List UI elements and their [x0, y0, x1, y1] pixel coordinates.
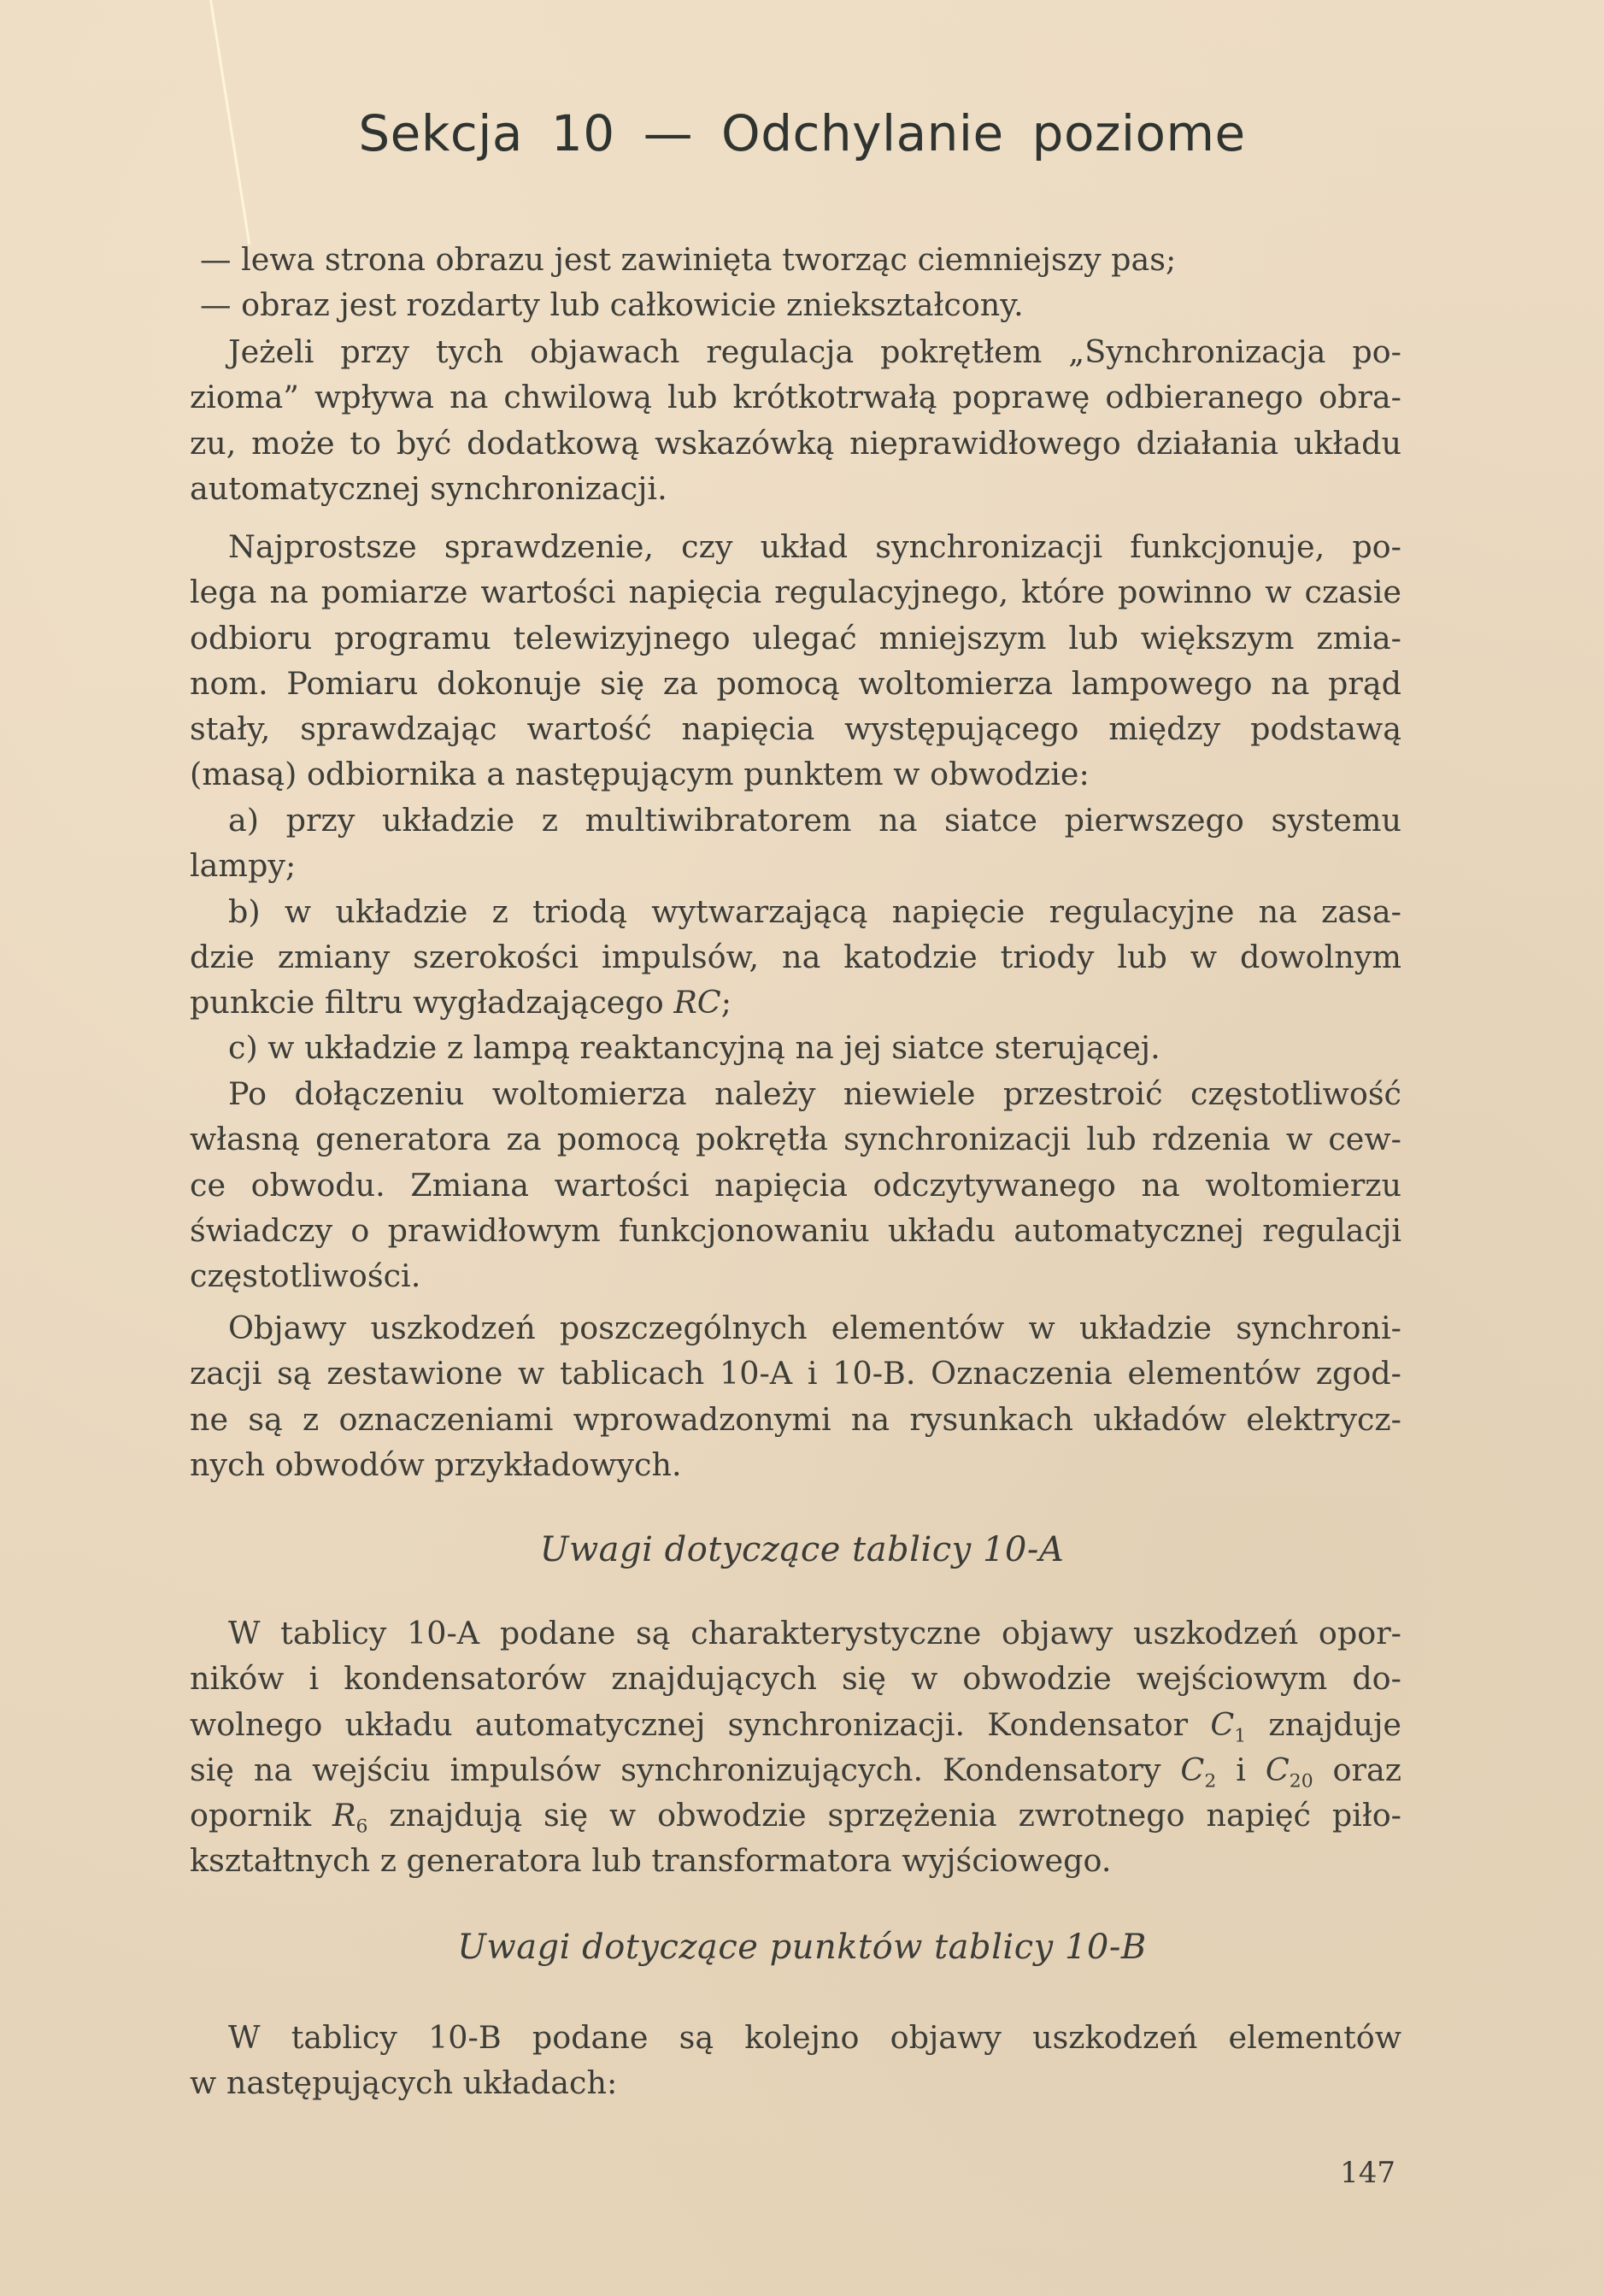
paragraph-line: Najprostsze sprawdzenie, czy układ synchronizacji funkcjonuje, po- — [228, 528, 1401, 565]
paragraph-symptoms — [190, 329, 1401, 511]
symbol-c2: C — [1180, 1751, 1205, 1788]
list-item-b: b) w układzie z triodą wytwarzającą napięcie regulacyjne na zasa- — [228, 892, 1401, 930]
paragraph-line: nych obwodów przykładowych. — [190, 1445, 682, 1483]
text: się na wejściu impulsów synchronizujących. Kondensatory — [190, 1751, 1181, 1788]
text: oraz — [1313, 1751, 1401, 1788]
text: znajdują się w obwodzie sprzężenia zwrotnego napięć piło- — [367, 1797, 1401, 1834]
paragraph-line: (masą) odbiornika a następującym punktem w obwodzie: — [190, 756, 1090, 793]
section-title: Sekcja 10 — Odchylanie poziome — [358, 104, 1246, 162]
paragraph-tables — [190, 1305, 1401, 1487]
paragraph-line: automatycznej synchronizacji. — [190, 469, 667, 507]
subscript: 2 — [1204, 1770, 1217, 1793]
symbol-c20: C — [1265, 1751, 1290, 1788]
subheading-table-10a: Uwagi dotyczące tablicy 10-A — [539, 1530, 1065, 1569]
paragraph-line: odbioru programu telewizyjnego ulegać mniejszym lub większym zmia- — [190, 619, 1401, 656]
paragraph-line: lega na pomiarze wartości napięcia regulacyjnego, które powinno w czasie — [190, 574, 1401, 611]
dash-list — [190, 237, 1401, 328]
text: znajduje — [1246, 1705, 1401, 1743]
list-item-a-cont: lampy; — [190, 847, 297, 885]
paragraph-line — [190, 1702, 1401, 1747]
paragraph-line: częstotliwości. — [190, 1257, 421, 1295]
paragraph-line: nom. Pomiaru dokonuje się za pomocą woltomierza lampowego na prąd — [190, 664, 1401, 702]
paragraph-line: W tablicy 10-A podane są charakterystyczne objawy uszkodzeń opor- — [228, 1615, 1401, 1651]
page-number: 147 — [1340, 2156, 1395, 2190]
text: ; — [720, 984, 732, 1021]
paragraph-line: Jeżeli przy tych objawach regulacja pokrętłem „Synchronizacja po- — [228, 333, 1401, 370]
rc-symbol: RC — [673, 984, 721, 1021]
symbol-r6: R — [332, 1797, 356, 1834]
dash-item: — lewa strona obrazu jest zawinięta tworząc ciemniejszy pas; — [200, 241, 1177, 278]
paragraph-line: zioma” wpływa na chwilową lub krótkotrwałą poprawę odbieranego obra- — [190, 379, 1401, 416]
paragraph-line: Objawy uszkodzeń poszczególnych elementów w układzie synchroni- — [228, 1310, 1401, 1346]
paragraph-line — [190, 1747, 1401, 1793]
paragraph-line — [190, 1793, 1401, 1838]
paragraph-line: własną generatora za pomocą pokrętła synchronizacji lub rdzenia w cew- — [190, 1121, 1401, 1158]
paragraph-line: zu, może to być dodatkową wskazówką nieprawidłowego działania układu — [190, 424, 1401, 462]
paragraph-table-10a — [190, 1610, 1401, 1884]
paragraph-line: Po dołączeniu woltomierza należy niewiele przestroić częstotliwość — [228, 1075, 1401, 1112]
text: i — [1216, 1751, 1266, 1788]
paragraph-line: w następujących układach: — [190, 2064, 618, 2102]
text: opornik — [190, 1797, 332, 1834]
paragraph-line: ne są z oznaczeniami wprowadzonymi na rysunkach układów elektrycz- — [190, 1400, 1401, 1438]
paragraph-line: kształtnych z generatora lub transformatora wyjściowego. — [190, 1842, 1112, 1880]
paragraph-check — [190, 524, 1401, 798]
paragraph-voltmeter — [190, 1071, 1401, 1298]
text: punkcie filtru wygładzającego — [190, 984, 674, 1021]
subscript: 1 — [1234, 1725, 1247, 1747]
dash-item: — obraz jest rozdarty lub całkowicie zniekształcony. — [200, 286, 1024, 324]
subscript: 20 — [1289, 1770, 1313, 1793]
list-item-a: a) przy układzie z multiwibratorem na siatce pierwszego systemu — [228, 802, 1401, 839]
list-item-b-cont: dzie zmiany szerokości impulsów, na katodzie triody lub w dowolnym — [190, 938, 1401, 975]
paragraph-line: świadczy o prawidłowym funkcjonowaniu układu automatycznej regulacji — [190, 1211, 1401, 1249]
list-item-c: c) w układzie z lampą reaktancyjną na jej siatce sterującej. — [228, 1029, 1160, 1067]
list-item-b-cont — [190, 980, 1401, 1025]
paragraph-line: ce obwodu. Zmiana wartości napięcia odczytywanego na woltomierzu — [190, 1166, 1401, 1204]
paragraph-table-10b — [190, 2015, 1401, 2106]
paragraph-line: W tablicy 10-B podane są kolejno objawy uszkodzeń elementów — [228, 2019, 1401, 2056]
paragraph-line: stały, sprawdzając wartość napięcia występującego między podstawą — [190, 710, 1401, 748]
measurement-points-list — [190, 798, 1401, 1071]
symbol-c1: C — [1210, 1705, 1235, 1743]
subscript: 6 — [355, 1816, 368, 1838]
paragraph-line: zacji są zestawione w tablicach 10-A i 10-B. Oznaczenia elementów zgod- — [190, 1355, 1401, 1392]
text: wolnego układu automatycznej synchronizacji. Kondensator — [190, 1705, 1211, 1743]
subheading-table-10b: Uwagi dotyczące punktów tablicy 10-B — [457, 1928, 1147, 1967]
paragraph-line: ników i kondensatorów znajdujących się w obwodzie wejściowym do- — [190, 1660, 1401, 1698]
